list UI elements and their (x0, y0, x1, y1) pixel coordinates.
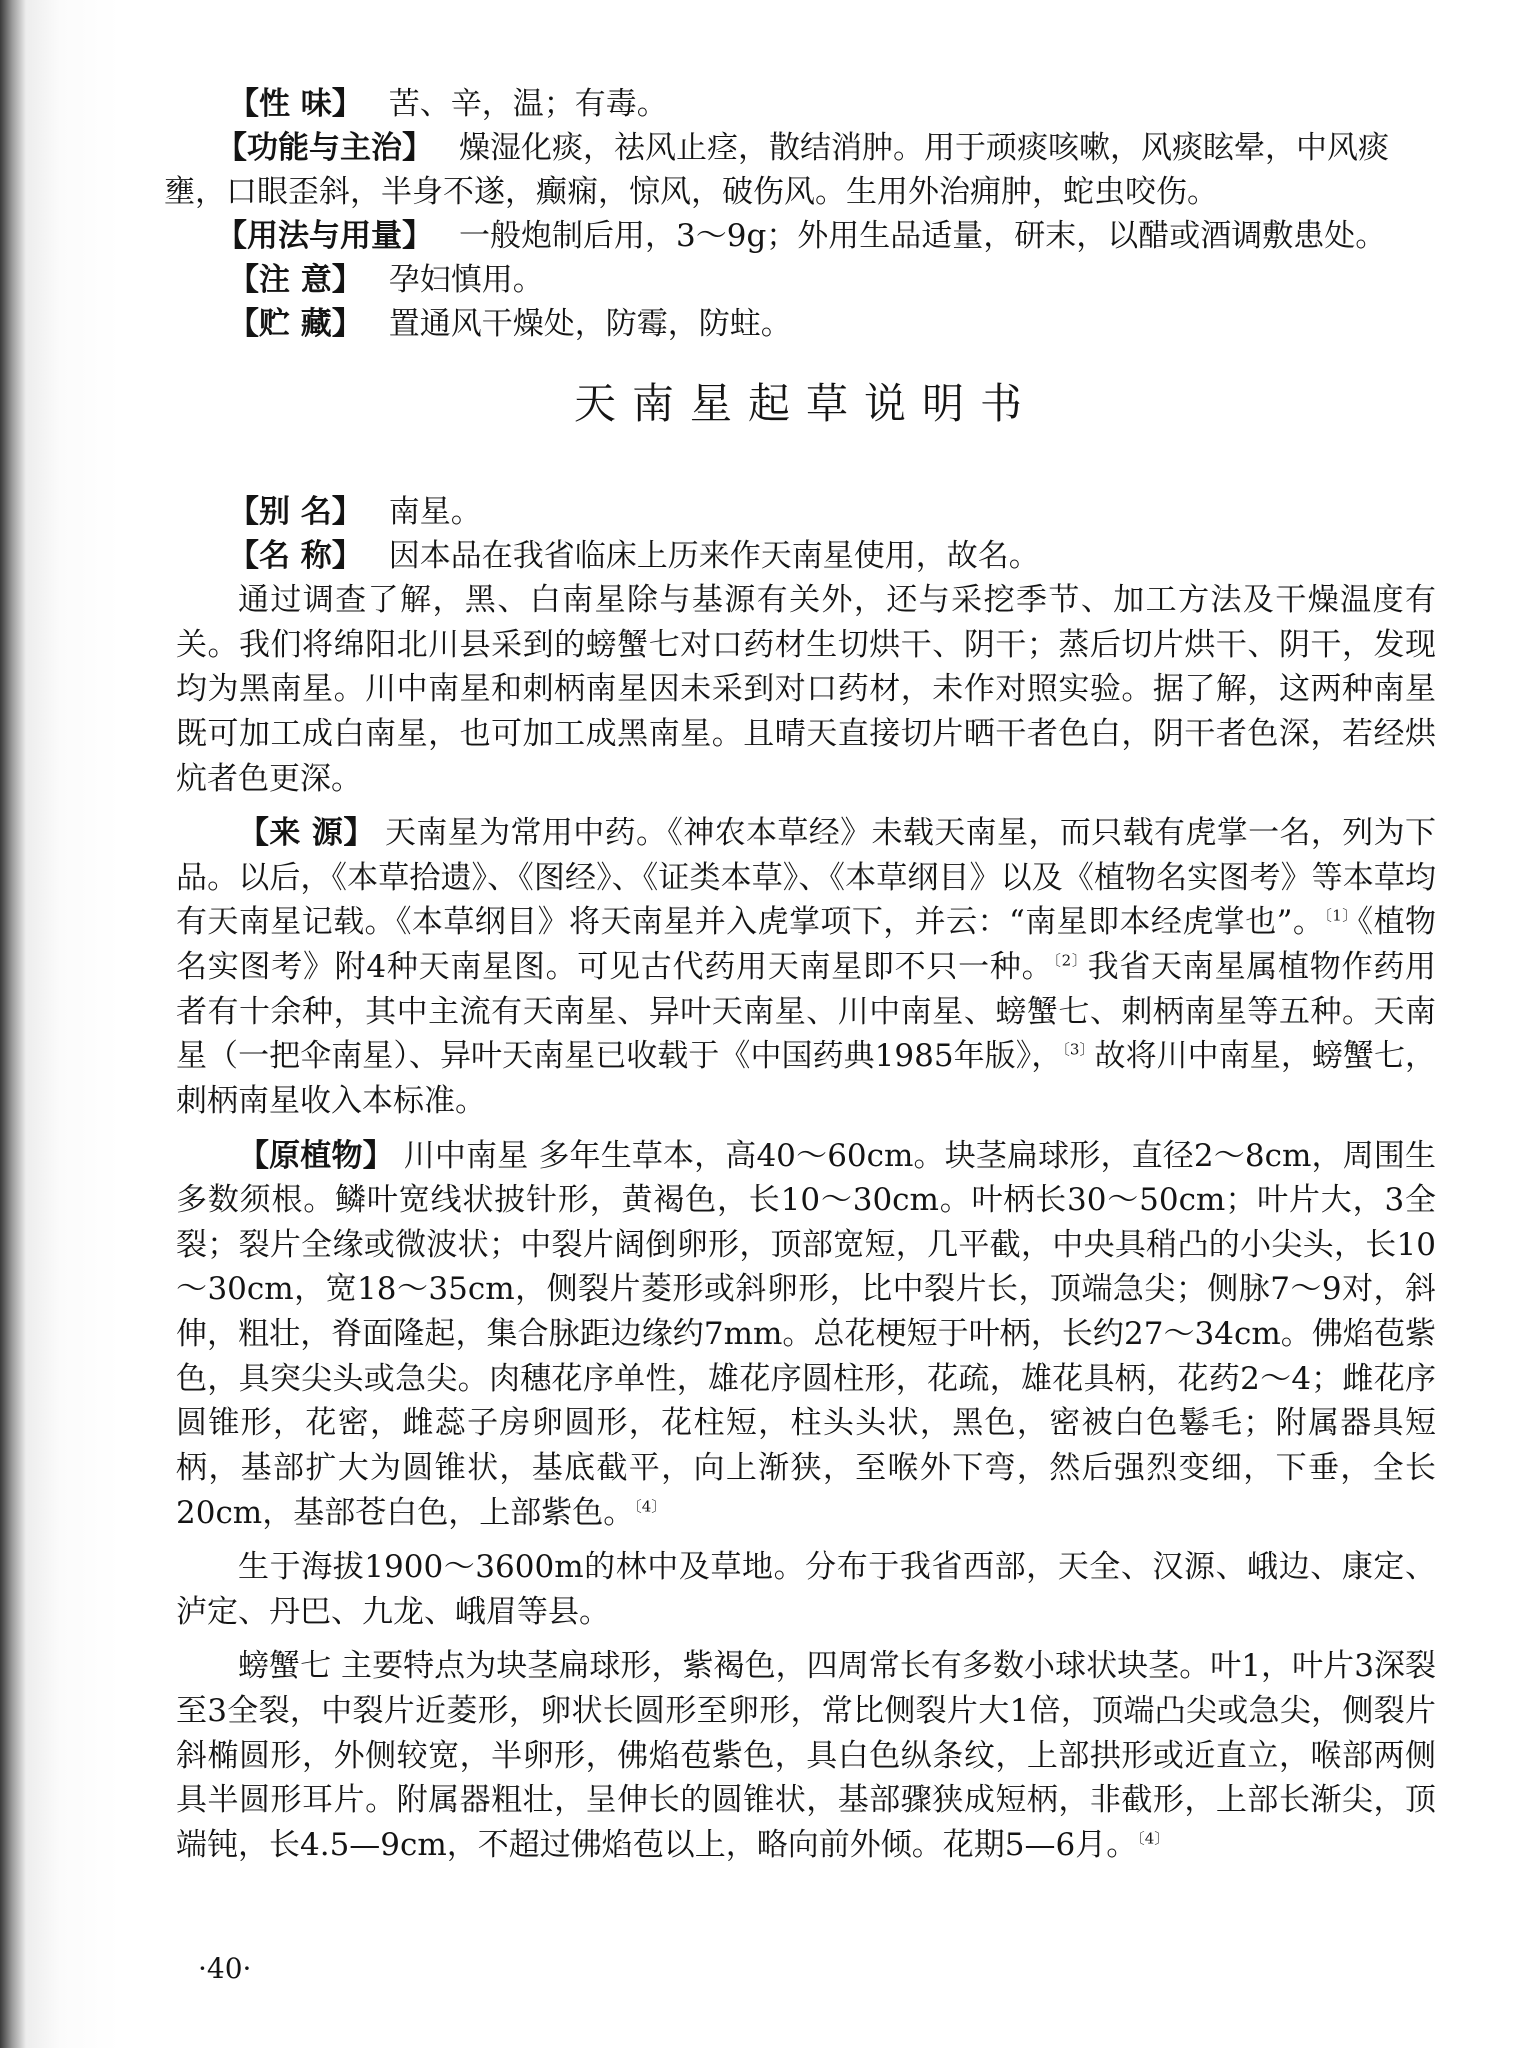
text-laiyuan-d: 故将川中南星，螃蟹七，刺柄南星收入本标准。 (176, 1038, 1437, 1119)
section-title: 天南星起草说明书 (573, 379, 1038, 428)
entry-zhuyi (176, 258, 1436, 302)
text-laiyuan-c: 我省天南星属植物作药用者有十余种，其中主流有天南星、异叶天南星、川中南星、螃蟹七、刺柄南星等五种。天南星（一把伞南星）、异叶天南星已收载于《中国药典1985年版》， (176, 949, 1436, 1075)
text-yuanzhiwu: 川中南星 多年生草本，高40～60cm。块茎扁球形，直径2～8cm，周围生多数须根。鳞叶宽线状披针形，黄褐色，长10～30cm。叶柄长30～50cm；叶片大，3全裂；裂片全缘或微波状；中裂片阔倒卵形，顶部宽短，几平截，中央具稍凸的小尖头，长10～30cm，宽18～35cm，侧裂片菱形或斜卵形，比中裂片长，顶端急尖；侧脉7～9对，斜伸，粗壮，脊面隆起，集合脉距边缘约7mm。总花梗短于叶柄，长约27～34cm。佛焰苞紫色，具突尖头或急尖。肉穗花序单性，雄花序圆柱形，花疏，雄花具柄，花药2～4；雌花序圆锥形，花密，雌蕊子房卵圆形，花柱短，柱头头状，黑色，密被白色鬈毛；附属器具短柄，基部扩大为圆锥状，基底截平，向上渐狭，至喉外下弯，然后强烈变细，下垂，全长20cm，基部苍白色，上部紫色。 (176, 1137, 1437, 1531)
reference-1: 〔1〕 (1324, 907, 1358, 926)
entry-mingcheng (176, 534, 1436, 578)
entry-bieming (176, 490, 1436, 534)
label-xingwei: 【性 味】 (228, 86, 363, 122)
page-number: ·40· (198, 1952, 252, 1985)
label-laiyuan: 【来 源】 (238, 815, 375, 852)
label-zhucang: 【贮 藏】 (228, 306, 363, 342)
paragraph-laiyuan (176, 811, 1436, 1123)
paragraph-pangxieqi (176, 1644, 1436, 1867)
label-yongfa: 【用法与用量】 (216, 218, 433, 254)
reference-2: 〔2〕 (1053, 951, 1088, 970)
label-mingcheng: 【名 称】 (228, 538, 363, 574)
text-yongfa: 一般炮制后用，3～9g；外用生品适量，研末，以醋或酒调敷患处。 (459, 218, 1387, 254)
text-zhucang: 置通风干燥处，防霉，防蛀。 (388, 306, 792, 342)
label-bieming: 【别 名】 (228, 494, 363, 530)
text-xingwei: 苦、辛，温；有毒。 (388, 86, 668, 122)
text-pangxieqi: 螃蟹七 主要特点为块茎扁球形，紫褐色，四周常长有多数小球状块茎。叶1，叶片3深裂至3全裂，中裂片近菱形，卵状长圆形至卵形，常比侧裂片大1倍，顶端凸尖或急尖，侧裂片斜椭圆形，外侧较宽，半卵形，佛焰苞紫色，具白色纵条纹，上部拱形或近直立，喉部两侧具半圆形耳片。附属器粗壮，呈伸长的圆锥状，基部骤狭成短柄，非截形，上部长渐尖，顶端钝，长4.5—9cm，不超过佛焰苞以上，略向前外倾。花期5—6月。 (176, 1648, 1436, 1863)
label-gongneng: 【功能与主治】 (216, 130, 433, 166)
paragraph-survey: 通过调查了解，黑、白南星除与基源有关外，还与采挖季节、加工方法及干燥温度有关。我们将绵阳北川县采到的螃蟹七对口药材生切烘干、阴干；蒸后切片烘干、阴干，发现均为黑南星。川中南星和刺柄南星因未采到对口药材，未作对照实验。据了解，这两种南星既可加工成白南星，也可加工成黑南星。且晴天直接切片晒干者色白，阴干者色深，若经烘炕者色更深。 (176, 582, 1436, 797)
text-mingcheng: 因本品在我省临床上历来作天南星使用，故名。 (388, 538, 1040, 574)
text-zhuyi: 孕妇慎用。 (388, 262, 544, 298)
paragraph-yuanzhiwu (176, 1134, 1436, 1536)
page-text (164, 82, 1437, 1878)
text-laiyuan-a: 天南星为常用中药。《神农本草经》未载天南星，而只载有虎掌一名，列为下品。以后，《本草拾遗》、《图经》、《证类本草》、《本草纲目》以及《植物名实图考》等本草均有天南星记载。《本草纲目》将天南星并入虎掌项下，并云：“南星即本经虎掌也”。 (176, 815, 1437, 941)
label-zhuyi: 【注 意】 (228, 262, 363, 298)
label-yuanzhiwu: 【原植物】 (238, 1137, 394, 1174)
text-bieming: 南星。 (388, 494, 482, 530)
text-laiyuan-b: 《植物名实图考》附4种天南星图。可见古代药用天南星即不只一种。 (176, 904, 1437, 985)
text-gongneng-cont: 壅，口眼歪斜，半身不遂，癫痫，惊风，破伤风。生用外治痈肿，蛇虫咬伤。 (164, 174, 1218, 210)
entry-yongfa (176, 214, 1436, 258)
entry-zhucang (176, 302, 1436, 346)
text-gongneng: 燥湿化痰，祛风止痉，散结消肿。用于顽痰咳嗽，风痰眩晕，中风痰 (459, 130, 1389, 166)
entry-xingwei (176, 82, 1436, 126)
entry-gongneng (176, 126, 1436, 170)
reference-4a: 〔4〕 (634, 1497, 667, 1516)
reference-3: 〔3〕 (1062, 1040, 1095, 1059)
paragraph-distribution: 生于海拔1900～3600m的林中及草地。分布于我省西部，天全、汉源、峨边、康定、泸定、丹巴、九龙、峨眉等县。 (176, 1549, 1436, 1630)
reference-4b: 〔4〕 (1137, 1829, 1170, 1848)
